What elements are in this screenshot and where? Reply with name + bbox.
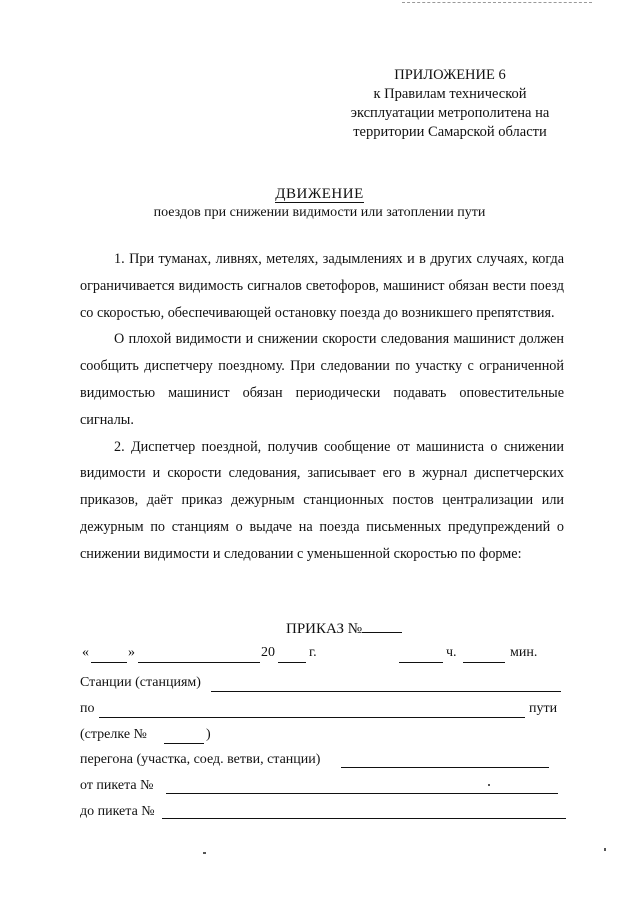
date-close-quote: » [128,645,135,660]
body-text [80,246,564,568]
switch-row [80,727,280,747]
section-field[interactable] [341,767,549,768]
stations-field[interactable] [211,691,561,692]
appendix-line-4: территории Самарской области [353,124,547,140]
day-field[interactable] [91,662,127,663]
appendix-line-1: ПРИЛОЖЕНИЕ 6 [394,67,506,83]
hour-field[interactable] [399,662,443,663]
track-row [80,701,564,721]
paragraph-1: 1. При туманах, ливнях, метелях, задымлениях и в других случаях, когда ограничивается видимость сигналов светофоров, машинист обязан вести поезд со скоростью, обеспечивающей остановку поезда до возникшего препятствия. [80,251,564,321]
scan-speck [604,848,606,851]
switch-label: (стрелке № [80,727,147,742]
document-title-wrap [0,186,639,203]
paragraph-2: О плохой видимости и снижении скорости следования машинист должен сообщить диспетчеру поездному. При следовании по участку с ограниченной видимостью машинист обязан периодически подавать оповестительные сигналы. [80,331,564,428]
year-prefix: 20 [261,645,275,660]
scan-speck [203,852,206,854]
switch-number-field[interactable] [164,743,204,744]
switch-close: ) [206,727,211,742]
order-date-row [80,645,560,665]
order-number-field[interactable] [362,618,402,633]
from-picket-field[interactable] [166,793,558,794]
stations-label: Станции (станциям) [80,675,201,690]
section-row [80,752,564,772]
year-suffix: г. [309,645,317,660]
appendix-line-3: эксплуатации метрополитена на [350,105,550,121]
from-picket-row [80,778,564,798]
scan-speck [488,784,490,786]
year-field[interactable] [278,662,306,663]
minute-field[interactable] [463,662,505,663]
document-title: ДВИЖЕНИЕ [275,186,364,202]
section-label: перегона (участка, соед. ветви, станции) [80,752,321,767]
track-prefix: по [80,701,95,716]
appendix-line-2: к Правилам технической [373,86,527,102]
track-field[interactable] [99,717,525,718]
minute-label: мин. [510,645,538,660]
to-picket-field[interactable] [162,818,566,819]
to-picket-label: до пикета № [80,804,155,819]
month-field[interactable] [138,662,260,663]
from-picket-label: от пикета № [80,778,154,793]
date-open-quote: « [82,645,89,660]
order-title-row [286,618,402,638]
document-subtitle: поездов при снижении видимости или затоплении пути [153,205,486,220]
scan-edge-line [402,2,592,3]
to-picket-row [80,804,570,824]
track-suffix: пути [529,701,558,716]
paragraph-3: 2. Диспетчер поездной, получив сообщение от машиниста о снижении видимости и скорости следования, записывает его в журнал диспетчерских приказов, даёт приказ дежурным станционных постов централизации или дежурным по станциям о выдаче на поезда письменных предупреждений о снижении видимости и следовании с уменьшенной скоростью по форме: [80,438,564,562]
stations-row [80,675,564,695]
appendix-header [330,66,570,142]
order-title: ПРИКАЗ № [286,621,363,637]
hour-label: ч. [446,645,457,660]
